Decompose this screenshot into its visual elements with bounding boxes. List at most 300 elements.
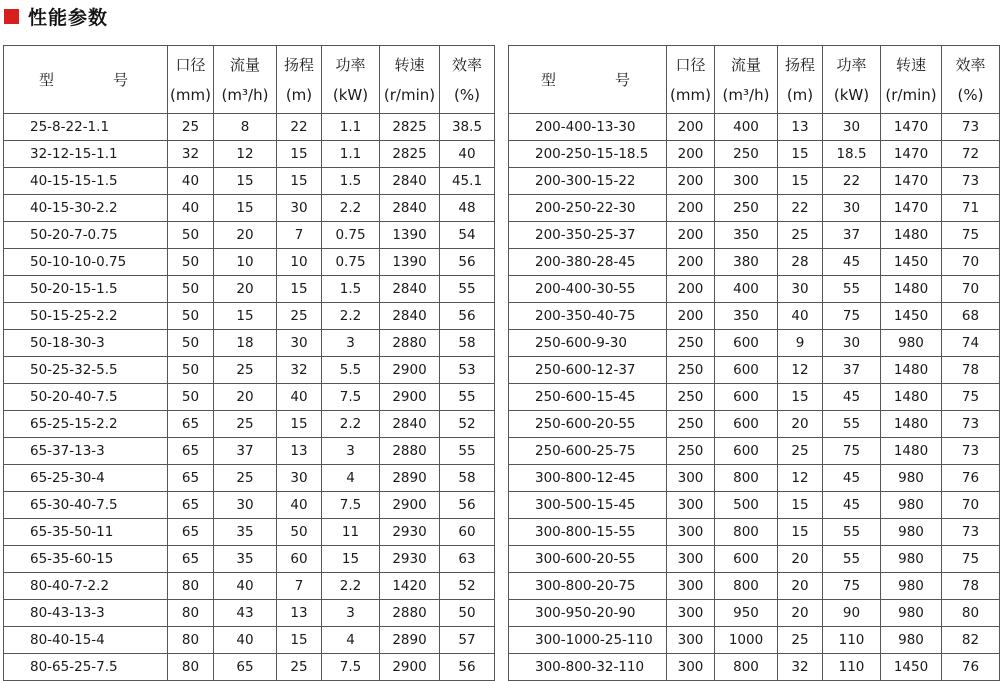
cell-diameter: 250 <box>667 384 715 411</box>
cell-efficiency: 73 <box>942 168 1000 195</box>
cell-diameter: 80 <box>168 627 214 654</box>
cell-flow: 380 <box>715 249 778 276</box>
header-diameter <box>667 46 715 114</box>
cell-model: 200-350-40-75 <box>509 303 667 330</box>
cell-flow: 40 <box>214 627 277 654</box>
table-row <box>509 519 1000 546</box>
cell-power: 1.1 <box>322 141 380 168</box>
cell-flow: 20 <box>214 384 277 411</box>
cell-flow: 250 <box>715 195 778 222</box>
cell-flow: 600 <box>715 384 778 411</box>
cell-efficiency: 57 <box>440 627 495 654</box>
header-flow-label: 流量 <box>730 55 761 74</box>
cell-head: 15 <box>277 168 322 195</box>
header-efficiency-unit: (%) <box>454 85 480 104</box>
cell-efficiency: 56 <box>440 249 495 276</box>
cell-diameter: 50 <box>168 222 214 249</box>
cell-head: 13 <box>778 114 823 141</box>
cell-model: 50-10-10-0.75 <box>4 249 168 276</box>
cell-efficiency: 72 <box>942 141 1000 168</box>
cell-efficiency: 45.1 <box>440 168 495 195</box>
cell-efficiency: 52 <box>440 411 495 438</box>
cell-efficiency: 78 <box>942 357 1000 384</box>
cell-flow: 800 <box>715 573 778 600</box>
cell-efficiency: 56 <box>440 654 495 681</box>
cell-model: 250-600-9-30 <box>509 330 667 357</box>
cell-power: 55 <box>823 276 881 303</box>
header-model <box>509 46 667 114</box>
cell-efficiency: 40 <box>440 141 495 168</box>
header-power-label: 功率 <box>335 55 366 74</box>
cell-flow: 950 <box>715 600 778 627</box>
cell-speed: 980 <box>881 330 942 357</box>
cell-model: 250-600-15-45 <box>509 384 667 411</box>
header-model-label: 型 号 <box>540 70 652 89</box>
cell-speed: 2900 <box>380 492 440 519</box>
header-flow-unit: (m³/h) <box>722 85 770 104</box>
table-row <box>509 195 1000 222</box>
cell-model: 300-800-20-75 <box>509 573 667 600</box>
cell-model: 65-37-13-3 <box>4 438 168 465</box>
cell-head: 40 <box>277 492 322 519</box>
header-head <box>277 46 322 114</box>
cell-flow: 65 <box>214 654 277 681</box>
cell-power: 45 <box>823 249 881 276</box>
cell-head: 15 <box>277 276 322 303</box>
spec-table-left <box>3 45 495 681</box>
cell-speed: 980 <box>881 546 942 573</box>
cell-head: 13 <box>277 600 322 627</box>
cell-diameter: 80 <box>168 600 214 627</box>
cell-efficiency: 71 <box>942 195 1000 222</box>
table-row <box>509 276 1000 303</box>
cell-speed: 2840 <box>380 276 440 303</box>
cell-power: 75 <box>823 573 881 600</box>
cell-diameter: 300 <box>667 492 715 519</box>
header-flow <box>214 46 277 114</box>
cell-diameter: 250 <box>667 357 715 384</box>
cell-efficiency: 58 <box>440 465 495 492</box>
cell-speed: 980 <box>881 519 942 546</box>
cell-head: 20 <box>778 573 823 600</box>
table-row <box>4 114 495 141</box>
cell-efficiency: 56 <box>440 492 495 519</box>
cell-speed: 2900 <box>380 384 440 411</box>
cell-efficiency: 70 <box>942 249 1000 276</box>
cell-speed: 1470 <box>881 141 942 168</box>
cell-speed: 980 <box>881 465 942 492</box>
header-head-unit: (m) <box>285 85 313 104</box>
cell-diameter: 65 <box>168 519 214 546</box>
cell-head: 32 <box>778 654 823 681</box>
table-header-row <box>4 46 495 114</box>
cell-head: 28 <box>778 249 823 276</box>
header-head-label: 扬程 <box>784 55 815 74</box>
cell-flow: 600 <box>715 411 778 438</box>
cell-model: 80-43-13-3 <box>4 600 168 627</box>
cell-model: 50-25-32-5.5 <box>4 357 168 384</box>
cell-model: 300-1000-25-110 <box>509 627 667 654</box>
cell-head: 15 <box>277 141 322 168</box>
cell-model: 50-20-7-0.75 <box>4 222 168 249</box>
cell-power: 22 <box>823 168 881 195</box>
cell-flow: 800 <box>715 519 778 546</box>
table-row <box>509 600 1000 627</box>
cell-power: 1.1 <box>322 114 380 141</box>
cell-power: 75 <box>823 303 881 330</box>
cell-model: 200-380-28-45 <box>509 249 667 276</box>
header-speed-label: 转速 <box>394 55 425 74</box>
cell-diameter: 80 <box>168 573 214 600</box>
cell-efficiency: 82 <box>942 627 1000 654</box>
table-row <box>509 168 1000 195</box>
cell-diameter: 250 <box>667 438 715 465</box>
cell-flow: 30 <box>214 492 277 519</box>
cell-efficiency: 60 <box>440 519 495 546</box>
table-row <box>4 600 495 627</box>
cell-power: 90 <box>823 600 881 627</box>
cell-head: 15 <box>778 168 823 195</box>
header-diameter <box>168 46 214 114</box>
cell-power: 3 <box>322 330 380 357</box>
cell-diameter: 80 <box>168 654 214 681</box>
cell-speed: 2900 <box>380 357 440 384</box>
cell-power: 3 <box>322 600 380 627</box>
cell-model: 200-400-13-30 <box>509 114 667 141</box>
cell-speed: 1480 <box>881 411 942 438</box>
cell-power: 30 <box>823 330 881 357</box>
cell-speed: 1470 <box>881 114 942 141</box>
cell-speed: 1390 <box>380 222 440 249</box>
table-row <box>4 141 495 168</box>
cell-efficiency: 75 <box>942 384 1000 411</box>
cell-speed: 2880 <box>380 330 440 357</box>
cell-efficiency: 53 <box>440 357 495 384</box>
cell-head: 9 <box>778 330 823 357</box>
cell-flow: 800 <box>715 465 778 492</box>
cell-power: 2.2 <box>322 411 380 438</box>
table-row <box>4 411 495 438</box>
cell-head: 15 <box>778 141 823 168</box>
cell-model: 200-250-22-30 <box>509 195 667 222</box>
cell-model: 25-8-22-1.1 <box>4 114 168 141</box>
cell-diameter: 300 <box>667 654 715 681</box>
cell-model: 40-15-15-1.5 <box>4 168 168 195</box>
cell-model: 200-400-30-55 <box>509 276 667 303</box>
title-marker-icon <box>4 9 19 24</box>
cell-model: 65-35-50-11 <box>4 519 168 546</box>
cell-efficiency: 48 <box>440 195 495 222</box>
cell-model: 65-30-40-7.5 <box>4 492 168 519</box>
header-diameter-label: 口径 <box>675 55 706 74</box>
cell-efficiency: 56 <box>440 303 495 330</box>
cell-flow: 500 <box>715 492 778 519</box>
cell-efficiency: 70 <box>942 276 1000 303</box>
table-body-left <box>4 114 495 681</box>
cell-diameter: 65 <box>168 546 214 573</box>
cell-speed: 2880 <box>380 438 440 465</box>
cell-model: 300-800-15-55 <box>509 519 667 546</box>
cell-efficiency: 55 <box>440 438 495 465</box>
cell-power: 4 <box>322 627 380 654</box>
cell-flow: 15 <box>214 195 277 222</box>
cell-diameter: 50 <box>168 303 214 330</box>
cell-head: 25 <box>778 627 823 654</box>
cell-diameter: 200 <box>667 195 715 222</box>
table-row <box>509 114 1000 141</box>
cell-speed: 980 <box>881 492 942 519</box>
header-power-label: 功率 <box>836 55 867 74</box>
table-row <box>4 303 495 330</box>
cell-power: 37 <box>823 222 881 249</box>
header-diameter-unit: (mm) <box>670 85 711 104</box>
cell-diameter: 50 <box>168 276 214 303</box>
cell-flow: 300 <box>715 168 778 195</box>
header-efficiency-unit: (%) <box>957 85 984 104</box>
cell-flow: 25 <box>214 357 277 384</box>
cell-efficiency: 74 <box>942 330 1000 357</box>
cell-model: 80-40-7-2.2 <box>4 573 168 600</box>
table-row <box>509 330 1000 357</box>
cell-flow: 40 <box>214 573 277 600</box>
header-flow-unit: (m³/h) <box>221 85 269 104</box>
cell-diameter: 300 <box>667 573 715 600</box>
cell-speed: 1420 <box>380 573 440 600</box>
table-row <box>4 627 495 654</box>
cell-head: 15 <box>778 384 823 411</box>
cell-speed: 2930 <box>380 546 440 573</box>
header-diameter-unit: (mm) <box>170 85 211 104</box>
header-power <box>322 46 380 114</box>
cell-speed: 2840 <box>380 195 440 222</box>
cell-flow: 600 <box>715 546 778 573</box>
table-row <box>4 222 495 249</box>
cell-head: 20 <box>778 411 823 438</box>
cell-efficiency: 55 <box>440 276 495 303</box>
cell-head: 50 <box>277 519 322 546</box>
cell-diameter: 25 <box>168 114 214 141</box>
cell-power: 0.75 <box>322 222 380 249</box>
cell-model: 250-600-20-55 <box>509 411 667 438</box>
header-head-label: 扬程 <box>283 55 314 74</box>
cell-power: 37 <box>823 357 881 384</box>
cell-power: 55 <box>823 546 881 573</box>
cell-head: 15 <box>277 411 322 438</box>
cell-model: 200-350-25-37 <box>509 222 667 249</box>
cell-flow: 1000 <box>715 627 778 654</box>
cell-diameter: 300 <box>667 465 715 492</box>
cell-flow: 20 <box>214 222 277 249</box>
cell-efficiency: 58 <box>440 330 495 357</box>
header-power-unit: (kW) <box>332 85 369 104</box>
cell-head: 13 <box>277 438 322 465</box>
header-power <box>823 46 881 114</box>
cell-efficiency: 55 <box>440 384 495 411</box>
cell-power: 1.5 <box>322 276 380 303</box>
cell-efficiency: 76 <box>942 654 1000 681</box>
header-power-unit: (kW) <box>833 85 870 104</box>
cell-efficiency: 50 <box>440 600 495 627</box>
header-head-unit: (m) <box>786 85 814 104</box>
table-row <box>4 276 495 303</box>
table-row <box>509 627 1000 654</box>
header-diameter-label: 口径 <box>175 55 206 74</box>
cell-speed: 1480 <box>881 222 942 249</box>
table-row <box>509 654 1000 681</box>
cell-diameter: 200 <box>667 141 715 168</box>
cell-flow: 250 <box>715 141 778 168</box>
cell-flow: 350 <box>715 303 778 330</box>
table-row <box>509 384 1000 411</box>
table-row <box>4 438 495 465</box>
cell-power: 1.5 <box>322 168 380 195</box>
table-row <box>4 546 495 573</box>
table-row <box>509 546 1000 573</box>
cell-power: 55 <box>823 519 881 546</box>
cell-head: 30 <box>277 330 322 357</box>
cell-efficiency: 68 <box>942 303 1000 330</box>
header-speed <box>881 46 942 114</box>
cell-head: 30 <box>277 195 322 222</box>
cell-speed: 2840 <box>380 168 440 195</box>
cell-speed: 2930 <box>380 519 440 546</box>
table-row <box>4 573 495 600</box>
cell-head: 25 <box>277 303 322 330</box>
table-row <box>4 492 495 519</box>
cell-power: 45 <box>823 384 881 411</box>
cell-head: 40 <box>277 384 322 411</box>
cell-flow: 18 <box>214 330 277 357</box>
cell-power: 30 <box>823 195 881 222</box>
cell-speed: 2890 <box>380 465 440 492</box>
table-row <box>4 384 495 411</box>
cell-power: 2.2 <box>322 195 380 222</box>
cell-speed: 2880 <box>380 600 440 627</box>
table-row <box>4 357 495 384</box>
cell-efficiency: 73 <box>942 411 1000 438</box>
cell-diameter: 300 <box>667 519 715 546</box>
cell-power: 75 <box>823 438 881 465</box>
cell-head: 30 <box>778 276 823 303</box>
cell-model: 200-250-15-18.5 <box>509 141 667 168</box>
cell-head: 22 <box>778 195 823 222</box>
cell-model: 250-600-12-37 <box>509 357 667 384</box>
cell-flow: 800 <box>715 654 778 681</box>
cell-flow: 35 <box>214 546 277 573</box>
cell-speed: 1480 <box>881 357 942 384</box>
cell-flow: 15 <box>214 303 277 330</box>
cell-power: 3 <box>322 438 380 465</box>
cell-head: 15 <box>778 492 823 519</box>
header-efficiency-label: 效率 <box>955 55 986 74</box>
header-speed-unit: (r/min) <box>885 85 937 104</box>
cell-flow: 37 <box>214 438 277 465</box>
cell-model: 65-35-60-15 <box>4 546 168 573</box>
section-title <box>4 3 108 29</box>
cell-speed: 2825 <box>380 114 440 141</box>
cell-efficiency: 80 <box>942 600 1000 627</box>
cell-model: 300-950-20-90 <box>509 600 667 627</box>
cell-head: 15 <box>277 627 322 654</box>
header-efficiency <box>440 46 495 114</box>
cell-power: 7.5 <box>322 654 380 681</box>
cell-power: 0.75 <box>322 249 380 276</box>
cell-power: 45 <box>823 465 881 492</box>
table-row <box>509 438 1000 465</box>
cell-diameter: 40 <box>168 195 214 222</box>
cell-diameter: 300 <box>667 546 715 573</box>
cell-flow: 8 <box>214 114 277 141</box>
cell-diameter: 200 <box>667 276 715 303</box>
cell-power: 45 <box>823 492 881 519</box>
cell-diameter: 50 <box>168 249 214 276</box>
cell-power: 2.2 <box>322 303 380 330</box>
header-speed <box>380 46 440 114</box>
header-flow <box>715 46 778 114</box>
cell-speed: 1450 <box>881 249 942 276</box>
table-row <box>4 519 495 546</box>
section-title-text: 性能参数 <box>28 6 109 29</box>
cell-model: 300-500-15-45 <box>509 492 667 519</box>
cell-model: 40-15-30-2.2 <box>4 195 168 222</box>
cell-efficiency: 78 <box>942 573 1000 600</box>
cell-diameter: 300 <box>667 627 715 654</box>
cell-speed: 980 <box>881 600 942 627</box>
cell-flow: 600 <box>715 330 778 357</box>
cell-efficiency: 63 <box>440 546 495 573</box>
cell-head: 20 <box>778 600 823 627</box>
cell-model: 300-800-32-110 <box>509 654 667 681</box>
cell-flow: 12 <box>214 141 277 168</box>
cell-diameter: 200 <box>667 168 715 195</box>
table-row <box>509 573 1000 600</box>
cell-speed: 1470 <box>881 168 942 195</box>
header-efficiency <box>942 46 1000 114</box>
cell-diameter: 65 <box>168 492 214 519</box>
header-speed-unit: (r/min) <box>383 85 436 104</box>
cell-model: 50-20-15-1.5 <box>4 276 168 303</box>
spec-table-right <box>508 45 1000 681</box>
table-row <box>509 141 1000 168</box>
cell-efficiency: 38.5 <box>440 114 495 141</box>
cell-flow: 400 <box>715 114 778 141</box>
cell-flow: 600 <box>715 357 778 384</box>
cell-speed: 2890 <box>380 627 440 654</box>
cell-flow: 15 <box>214 168 277 195</box>
cell-power: 7.5 <box>322 384 380 411</box>
cell-diameter: 65 <box>168 465 214 492</box>
cell-diameter: 300 <box>667 600 715 627</box>
cell-model: 300-800-12-45 <box>509 465 667 492</box>
cell-speed: 1390 <box>380 249 440 276</box>
cell-head: 32 <box>277 357 322 384</box>
cell-speed: 2900 <box>380 654 440 681</box>
header-speed-label: 转速 <box>895 55 926 74</box>
cell-speed: 1470 <box>881 195 942 222</box>
cell-efficiency: 73 <box>942 519 1000 546</box>
cell-head: 12 <box>778 465 823 492</box>
cell-head: 10 <box>277 249 322 276</box>
table-row <box>4 195 495 222</box>
cell-head: 25 <box>778 222 823 249</box>
cell-flow: 43 <box>214 600 277 627</box>
cell-diameter: 65 <box>168 411 214 438</box>
cell-head: 25 <box>778 438 823 465</box>
cell-speed: 2840 <box>380 411 440 438</box>
cell-efficiency: 70 <box>942 492 1000 519</box>
table-row <box>509 492 1000 519</box>
cell-power: 11 <box>322 519 380 546</box>
